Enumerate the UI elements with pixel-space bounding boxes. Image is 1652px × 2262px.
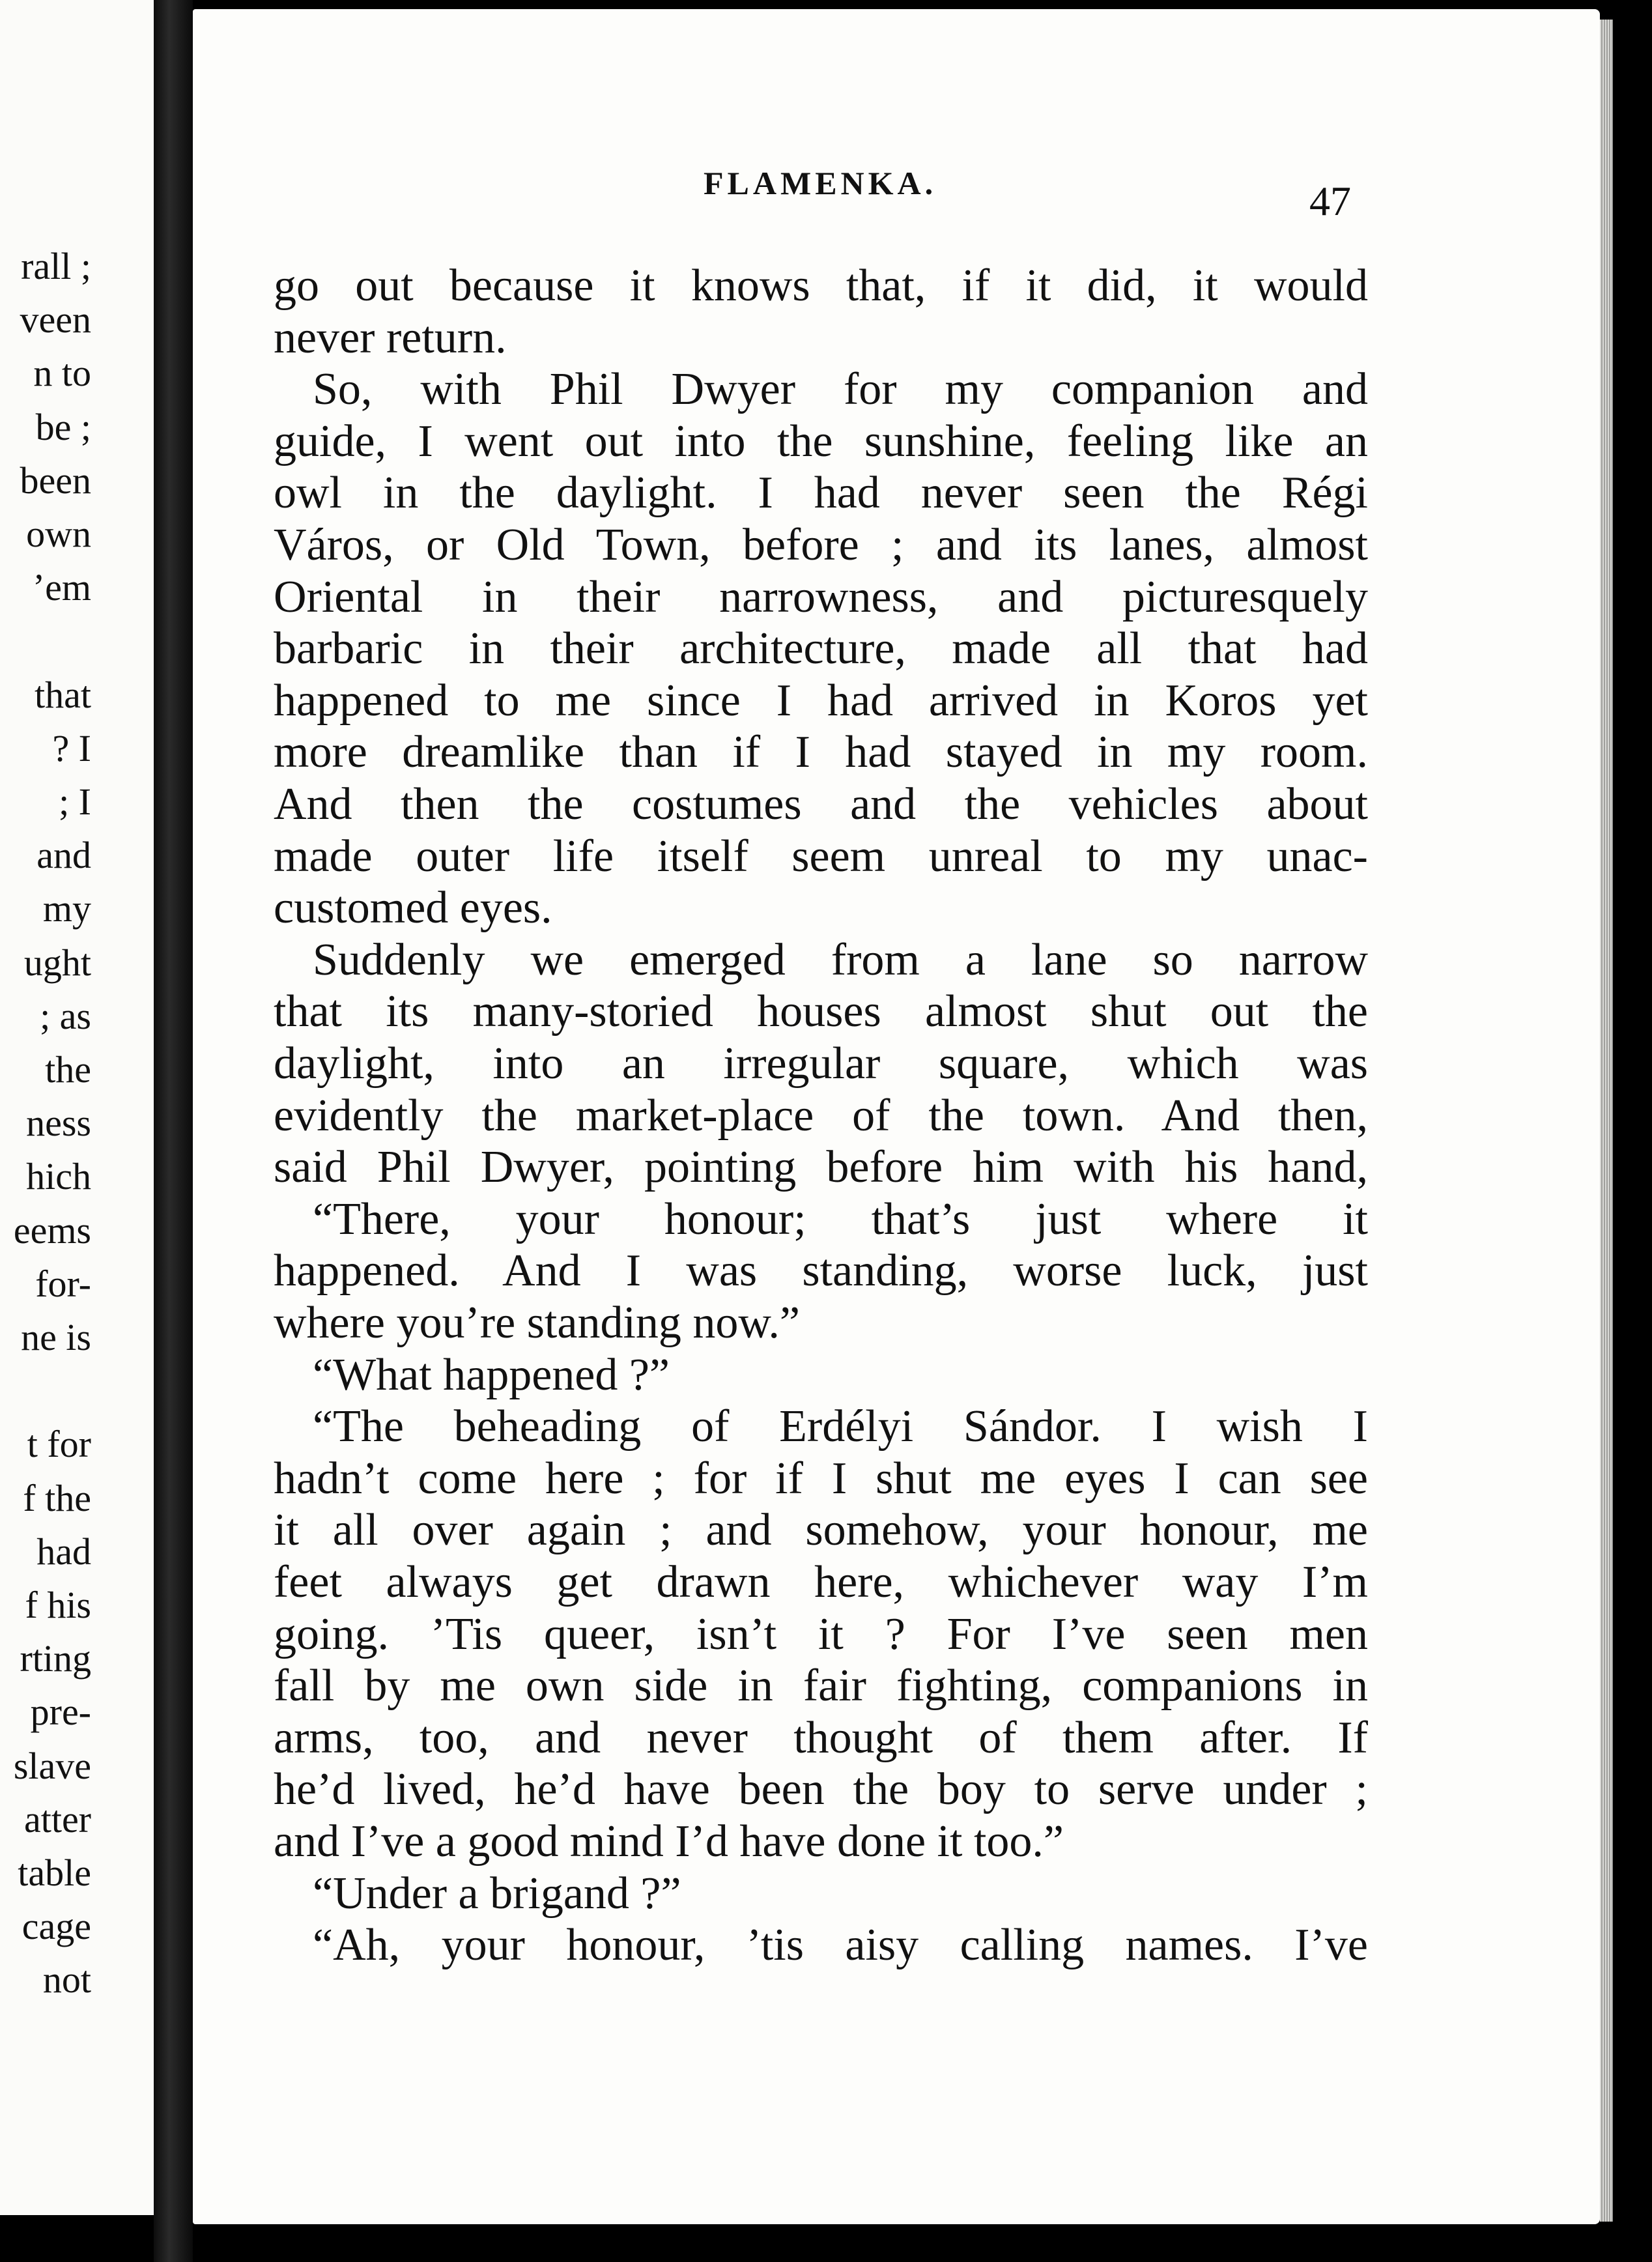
facing-page-line: f the bbox=[23, 1476, 91, 1519]
facing-page-line: the bbox=[45, 1048, 91, 1091]
text-line: go out because it knows that, if it did, it would bbox=[274, 261, 1368, 311]
facing-page-line: veen bbox=[20, 298, 91, 341]
facing-page-line: ne is bbox=[21, 1316, 91, 1358]
facing-page-line: had bbox=[36, 1530, 91, 1573]
facing-page-line: atter bbox=[23, 1797, 91, 1840]
facing-page-line: ? I bbox=[52, 726, 91, 769]
text-line: “There, your honour; that’s just where it bbox=[313, 1194, 1368, 1244]
text-line: “The beheading of Erdélyi Sándor. I wish I bbox=[313, 1401, 1368, 1452]
facing-page-line: rall ; bbox=[21, 245, 91, 287]
text-line: made outer life itself seem unreal to my unac- bbox=[274, 831, 1368, 881]
facing-page-line: not bbox=[42, 1958, 91, 2001]
facing-page-line: be ; bbox=[35, 405, 91, 448]
text-line: Oriental in their narrowness, and picturesquely bbox=[274, 571, 1368, 622]
facing-page-line: own bbox=[26, 513, 91, 555]
text-line: and I’ve a good mind I’d have done it too.” bbox=[274, 1816, 1064, 1867]
text-line: “Ah, your honour, ’tis aisy calling names. I’ve bbox=[313, 1920, 1368, 1971]
facing-page-line: cage bbox=[21, 1905, 91, 1948]
facing-page bbox=[0, 0, 160, 2215]
text-line: evidently the market-place of the town. And then, bbox=[274, 1090, 1368, 1141]
text-line: owl in the daylight. I had never seen the Régi bbox=[274, 468, 1368, 519]
text-line: more dreamlike than if I had stayed in my room. bbox=[274, 727, 1368, 778]
text-line: fall by me own side in fair fighting, companions in bbox=[274, 1661, 1368, 1711]
text-line: said Phil Dwyer, pointing before him with his hand, bbox=[274, 1142, 1368, 1193]
text-line: customed eyes. bbox=[274, 883, 552, 934]
text-line: Suddenly we emerged from a lane so narrow bbox=[313, 934, 1368, 985]
text-line: never return. bbox=[274, 312, 507, 363]
page-number: 47 bbox=[1309, 178, 1351, 224]
text-line: Város, or Old Town, before ; and its lanes, almost bbox=[274, 520, 1368, 570]
text-line: guide, I went out into the sunshine, feeling like an bbox=[274, 416, 1368, 466]
facing-page-line: and bbox=[36, 834, 91, 877]
facing-page-line: table bbox=[18, 1852, 91, 1894]
running-head: FLAMENKA. bbox=[704, 165, 937, 201]
book-spine bbox=[154, 0, 193, 2262]
facing-page-line: ught bbox=[23, 941, 91, 984]
text-line: So, with Phil Dwyer for my companion and bbox=[313, 364, 1368, 415]
text-line: where you’re standing now.” bbox=[274, 1298, 800, 1348]
text-line: “What happened ?” bbox=[313, 1349, 670, 1400]
text-line: happened to me since I had arrived in Koros yet bbox=[274, 675, 1368, 726]
text-line: hadn’t come here ; for if I shut me eyes I can see bbox=[274, 1453, 1368, 1504]
text-line: And then the costumes and the vehicles about bbox=[274, 779, 1368, 829]
facing-page-line: that bbox=[35, 673, 91, 716]
text-line: it all over again ; and somehow, your honour, me bbox=[274, 1505, 1368, 1556]
facing-page-line: ’em bbox=[32, 566, 91, 609]
text-line: daylight, into an irregular square, which was bbox=[274, 1038, 1368, 1089]
facing-page-line: hich bbox=[26, 1155, 91, 1198]
text-line: he’d lived, he’d have been the boy to serve under ; bbox=[274, 1764, 1368, 1815]
facing-page-line: my bbox=[42, 887, 91, 930]
facing-page-line: ; as bbox=[40, 994, 91, 1037]
facing-page-line: pre- bbox=[30, 1691, 91, 1734]
facing-page-line: for- bbox=[35, 1262, 91, 1305]
facing-page-line: t for bbox=[27, 1423, 91, 1466]
text-line: happened. And I was standing, worse luck, just bbox=[274, 1246, 1368, 1296]
text-line: arms, too, and never thought of them after. If bbox=[274, 1712, 1368, 1763]
facing-page-line: ness bbox=[26, 1102, 91, 1145]
facing-page-line: f his bbox=[25, 1584, 91, 1626]
text-line: “Under a brigand ?” bbox=[313, 1868, 681, 1919]
facing-page-line: slave bbox=[13, 1744, 91, 1787]
facing-page-line: been bbox=[20, 459, 91, 502]
text-line: going. ’Tis queer, isn’t it ? For I’ve seen men bbox=[274, 1609, 1368, 1659]
text-line: feet always get drawn here, whichever way I’m bbox=[274, 1557, 1368, 1607]
text-line: that its many-storied houses almost shut out the bbox=[274, 986, 1368, 1037]
facing-page-line: n to bbox=[33, 352, 91, 395]
facing-page-line: eems bbox=[13, 1209, 91, 1252]
page-edges bbox=[1600, 20, 1613, 2222]
facing-page-line: rting bbox=[20, 1637, 91, 1680]
text-line: barbaric in their architecture, made all that had bbox=[274, 623, 1368, 674]
facing-page-line: ; I bbox=[59, 780, 91, 823]
